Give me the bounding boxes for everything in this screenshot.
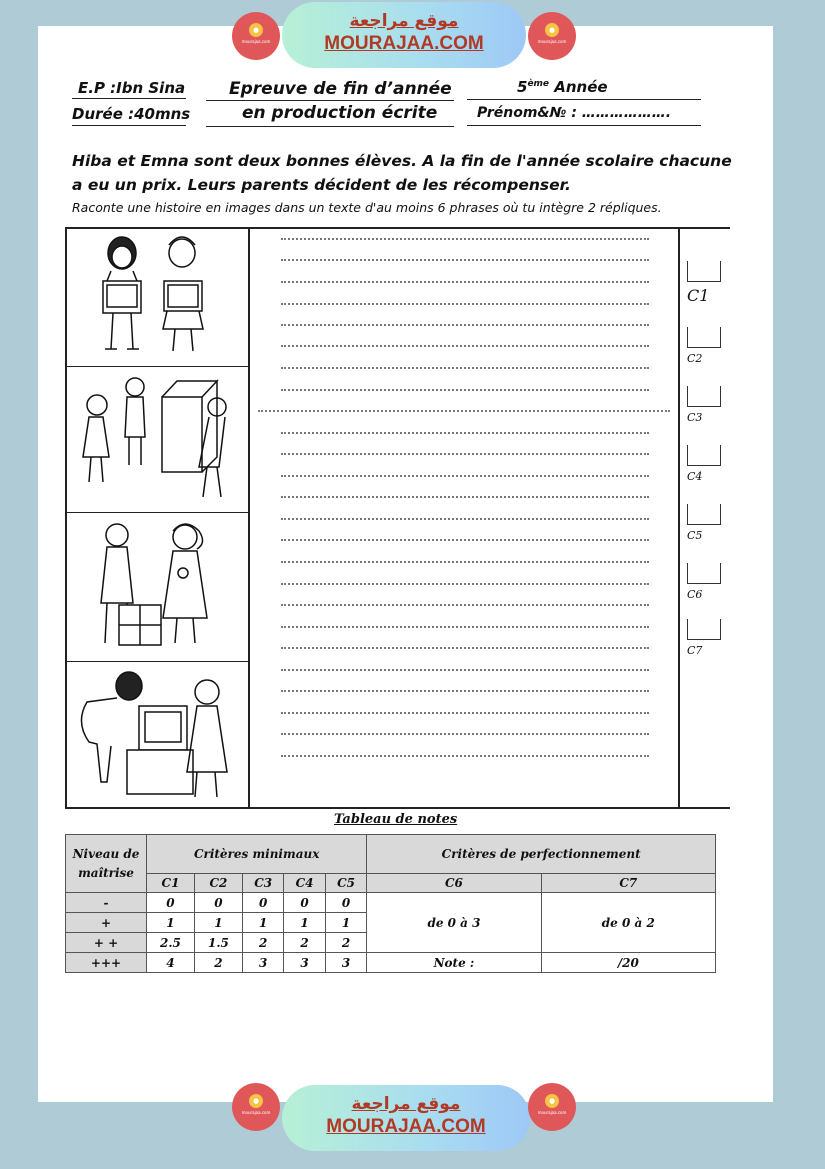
writing-line[interactable] [281,281,649,283]
writing-line[interactable] [281,539,649,541]
score-cell: 1.5 [194,933,242,953]
level-cell: + [66,913,147,933]
score-cell: 0 [284,893,325,913]
score-cell: 0 [242,893,283,913]
criterion-box-c5[interactable]: C5 [687,504,721,542]
writing-line[interactable] [281,583,649,585]
score-cell: 1 [284,913,325,933]
exam-duration: Durée :40mns [72,105,191,123]
banner-site: MOURAJAA.COM [324,33,484,54]
writing-line[interactable] [281,518,649,520]
criterion-box-c6[interactable]: C6 [687,563,721,601]
score-cell: 3 [242,953,283,973]
writing-line[interactable] [281,367,649,369]
table-row [66,893,716,913]
col-c2: C2 [194,874,242,893]
divider [72,125,186,126]
level-cell: + + [66,933,147,953]
score-cell: 3 [325,953,367,973]
min-criteria-header: Critères minimaux [147,835,367,874]
level-header: Niveau de maîtrise [66,835,147,893]
divider [467,125,701,126]
writing-line[interactable] [281,647,649,649]
note-total[interactable]: /20 [541,953,715,973]
site-logo-icon: ● mourajaa.com [528,12,576,60]
score-cell: 2 [194,953,242,973]
score-cell: 1 [242,913,283,933]
score-cell: 2.5 [147,933,195,953]
banner-arabic: موقع مراجعة [351,1094,461,1114]
score-cell: 0 [147,893,195,913]
c7-range: de 0 à 2 [541,893,715,953]
site-banner-bottom[interactable] [282,1085,530,1151]
col-c7: C7 [541,874,715,893]
level-cell: - [66,893,147,913]
writing-line[interactable] [281,345,649,347]
writing-line[interactable] [258,410,670,412]
picture-girls-with-prizes [67,229,248,367]
col-c1: C1 [147,874,195,893]
score-cell: 0 [194,893,242,913]
writing-line[interactable] [281,303,649,305]
grade-level: 5ème Année [517,78,608,96]
writing-line[interactable] [281,238,649,240]
score-cell: 1 [147,913,195,933]
score-cell: 1 [325,913,367,933]
writing-line[interactable] [281,259,649,261]
c6-range: de 0 à 3 [367,893,541,953]
grading-table-title: Tableau de notes [334,812,458,827]
site-logo-icon: ● mourajaa.com [232,12,280,60]
criterion-box-c3[interactable]: C3 [687,386,721,424]
table-row [66,953,716,973]
banner-arabic: موقع مراجعة [349,11,459,31]
score-cell: 0 [325,893,367,913]
perf-criteria-header: Critères de perfectionnement [367,835,716,874]
school-name: E.P :Ibn Sina [78,79,186,97]
exam-title-line2: en production écrite [242,103,438,123]
picture-family-gift [67,367,248,513]
picture-parents-shopping [67,513,248,662]
col-c4: C4 [284,874,325,893]
writing-line[interactable] [281,389,649,391]
writing-line[interactable] [281,690,649,692]
writing-line[interactable] [281,432,649,434]
criterion-box-c1[interactable]: C1 [687,261,721,305]
writing-line[interactable] [281,561,649,563]
writing-line[interactable] [281,733,649,735]
divider [206,100,454,101]
site-logo-icon: ● mourajaa.com [528,1083,576,1131]
score-cell: 2 [325,933,367,953]
col-c5: C5 [325,874,367,893]
intro-line1: Hiba et Emna sont deux bonnes élèves. A la fin de l'année scolaire chacune [72,152,732,170]
banner-site: MOURAJAA.COM [326,1116,486,1137]
note-label: Note : [367,953,541,973]
writing-line[interactable] [281,669,649,671]
criterion-box-c4[interactable]: C4 [687,445,721,483]
writing-line[interactable] [281,475,649,477]
writing-line[interactable] [281,496,649,498]
writing-line[interactable] [281,324,649,326]
score-cell: 2 [284,933,325,953]
writing-line[interactable] [281,712,649,714]
name-field-label[interactable]: Prénom&№ : ………………. [477,105,672,121]
site-logo-icon: ● mourajaa.com [232,1083,280,1131]
writing-frame [65,227,730,809]
instruction: Raconte une histoire en images dans un texte d'au moins 6 phrases où tu intègre 2 répliques. [72,200,662,215]
site-banner-top[interactable] [282,2,526,68]
divider [206,126,454,127]
divider [72,98,186,99]
col-c3: C3 [242,874,283,893]
score-cell: 3 [284,953,325,973]
score-cell: 1 [194,913,242,933]
writing-line[interactable] [281,604,649,606]
intro-line2: a eu un prix. Leurs parents décident de les récompenser. [72,176,571,194]
col-c6: C6 [367,874,541,893]
writing-line[interactable] [281,755,649,757]
picture-girls-computer [67,662,248,807]
writing-line[interactable] [281,453,649,455]
divider [467,99,701,100]
grading-table [65,834,716,973]
score-cell: 4 [147,953,195,973]
criterion-box-c2[interactable]: C2 [687,327,721,365]
level-cell: +++ [66,953,147,973]
criterion-box-c7[interactable]: C7 [687,619,721,657]
score-cell: 2 [242,933,283,953]
exam-title-line1: Epreuve de fin d’année [229,79,452,99]
writing-line[interactable] [281,626,649,628]
